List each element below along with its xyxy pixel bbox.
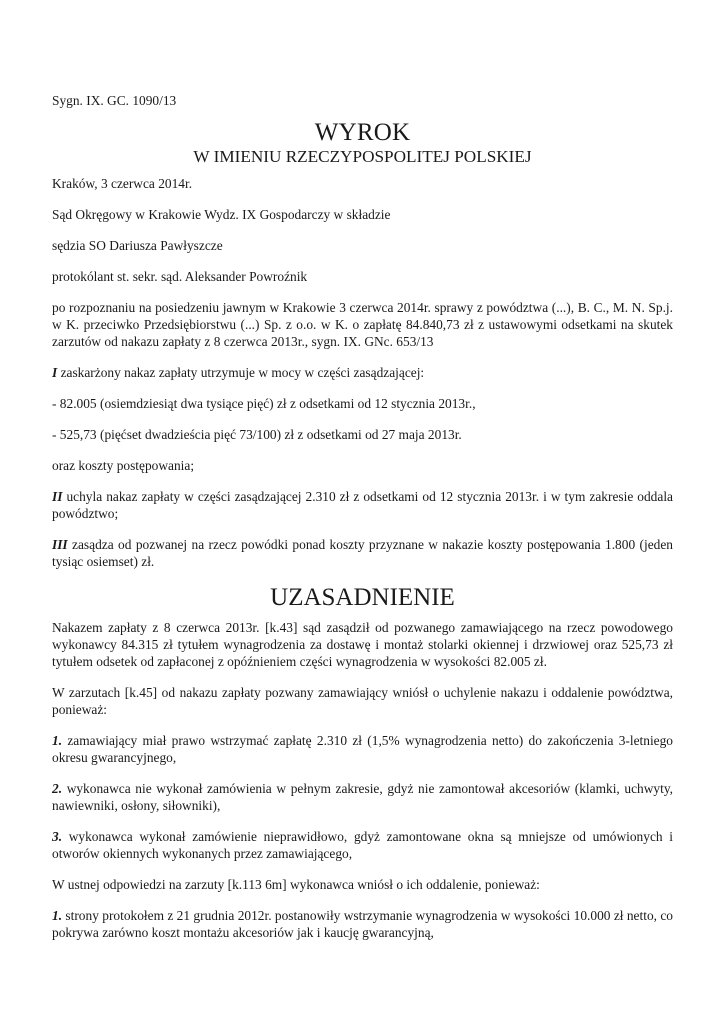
verdict-point-3-text: zasądza od pozwanej na rzecz powódki ponad koszty przyznane w nakazie koszty postępowania 1.800 (jeden tysiąc osiemset) zł. bbox=[52, 537, 673, 569]
answer-item bbox=[52, 907, 673, 941]
answer-item-label: 1. bbox=[52, 908, 63, 923]
reason-item-label: 3. bbox=[52, 829, 63, 844]
verdict-point-1 bbox=[52, 364, 673, 381]
clerk-name: protokólant st. sekr. sąd. Aleksander Powroźnik bbox=[52, 269, 308, 284]
justification-paragraph-1: Nakazem zapłaty z 8 czerwca 2013r. [k.43] sąd zasądził od pozwanego zamawiającego na rzecz powodowego wykonawcy 84.315 zł tytułem wynagrodzenia za dostawę i montaż stolarki okiennej i drzwiowej oraz 525,73 zł tytułem odsetek od zapłaconej z opóźnieniem części wynagrodzenia w wysokości 82.005 zł. bbox=[52, 620, 673, 669]
case-description: po rozpoznaniu na posiedzeniu jawnym w Krakowie 3 czerwca 2014r. sprawy z powództwa (...), B. C., M. N. Sp.j. w K. przeciwko Przedsiębiorstwu (...) Sp. z o.o. w K. o zapłatę 84.840,73 zł z ustawowymi odsetkami na skutek zarzutów od nakazu zapłaty z 8 czerwca 2013r., sygn. IX. GNc. 653/13 bbox=[52, 300, 673, 349]
verdict-costs: oraz koszty postępowania; bbox=[52, 458, 195, 473]
court-composition: Sąd Okręgowy w Krakowie Wydz. IX Gospodarczy w składzie bbox=[52, 207, 391, 222]
case-signature: Sygn. IX. GC. 1090/13 bbox=[52, 93, 177, 108]
answer-item-text: strony protokołem z 21 grudnia 2012r. postanowiły wstrzymanie wynagrodzenia w wysokości 10.000 zł netto, co pokrywa zarówno koszt montażu akcesoriów jak i kaucję gwarancyjną, bbox=[52, 908, 673, 940]
verdict-item-a: - 82.005 (osiemdziesiąt dwa tysiące pięć) zł z odsetkami od 12 stycznia 2013r., bbox=[52, 396, 476, 411]
verdict-point-2-label: II bbox=[52, 489, 63, 504]
reason-item bbox=[52, 828, 673, 862]
verdict-point-3 bbox=[52, 536, 673, 570]
verdict-point-1-text: zaskarżony nakaz zapłaty utrzymuje w mocy w części zasądzającej: bbox=[57, 365, 425, 380]
reason-item-text: wykonawca nie wykonał zamówienia w pełnym zakresie, gdyż nie zamontował akcesoriów (klamki, uchwyty, nawiewniki, osłony, siłowniki), bbox=[52, 781, 673, 813]
document-subtitle: W IMIENIU RZECZYPOSPOLITEJ POLSKIEJ bbox=[193, 147, 532, 166]
verdict-point-2-text: uchyla nakaz zapłaty w części zasądzającej 2.310 zł z odsetkami od 12 stycznia 2013r. i w tym zakresie oddala powództwo; bbox=[52, 489, 673, 521]
reason-item bbox=[52, 732, 673, 766]
reason-item-text: wykonawca wykonał zamówienie nieprawidłowo, gdyż zamontowane okna są mniejsze od umówionych i otworów okiennych wykonanych przez zamawiającego, bbox=[52, 829, 673, 861]
document-title: WYROK bbox=[314, 119, 411, 146]
judge-name: sędzia SO Dariusza Pawłyszcze bbox=[52, 238, 223, 253]
reason-item bbox=[52, 780, 673, 814]
verdict-point-3-label: III bbox=[52, 537, 68, 552]
verdict-item-b: - 525,73 (pięćset dwadzieścia pięć 73/100) zł z odsetkami od 27 maja 2013r. bbox=[52, 427, 462, 442]
reason-item-text: zamawiający miał prawo wstrzymać zapłatę 2.310 zł (1,5% wynagrodzenia netto) do zakończenia 3-letniego okresu gwarancyjnego, bbox=[52, 733, 673, 765]
verdict-point-1-label: I bbox=[52, 365, 58, 380]
verdict-point-2 bbox=[52, 488, 673, 522]
justification-paragraph-2: W zarzutach [k.45] od nakazu zapłaty pozwany zamawiający wniósł o uchylenie nakazu i oddalenie powództwa, ponieważ: bbox=[52, 685, 673, 717]
justification-paragraph-3: W ustnej odpowiedzi na zarzuty [k.113 6m] wykonawca wniósł o ich oddalenie, ponieważ: bbox=[52, 877, 540, 892]
place-date: Kraków, 3 czerwca 2014r. bbox=[52, 176, 193, 191]
justification-title: UZASADNIENIE bbox=[270, 584, 455, 611]
reason-item-label: 2. bbox=[52, 781, 63, 796]
reason-item-label: 1. bbox=[52, 733, 63, 748]
